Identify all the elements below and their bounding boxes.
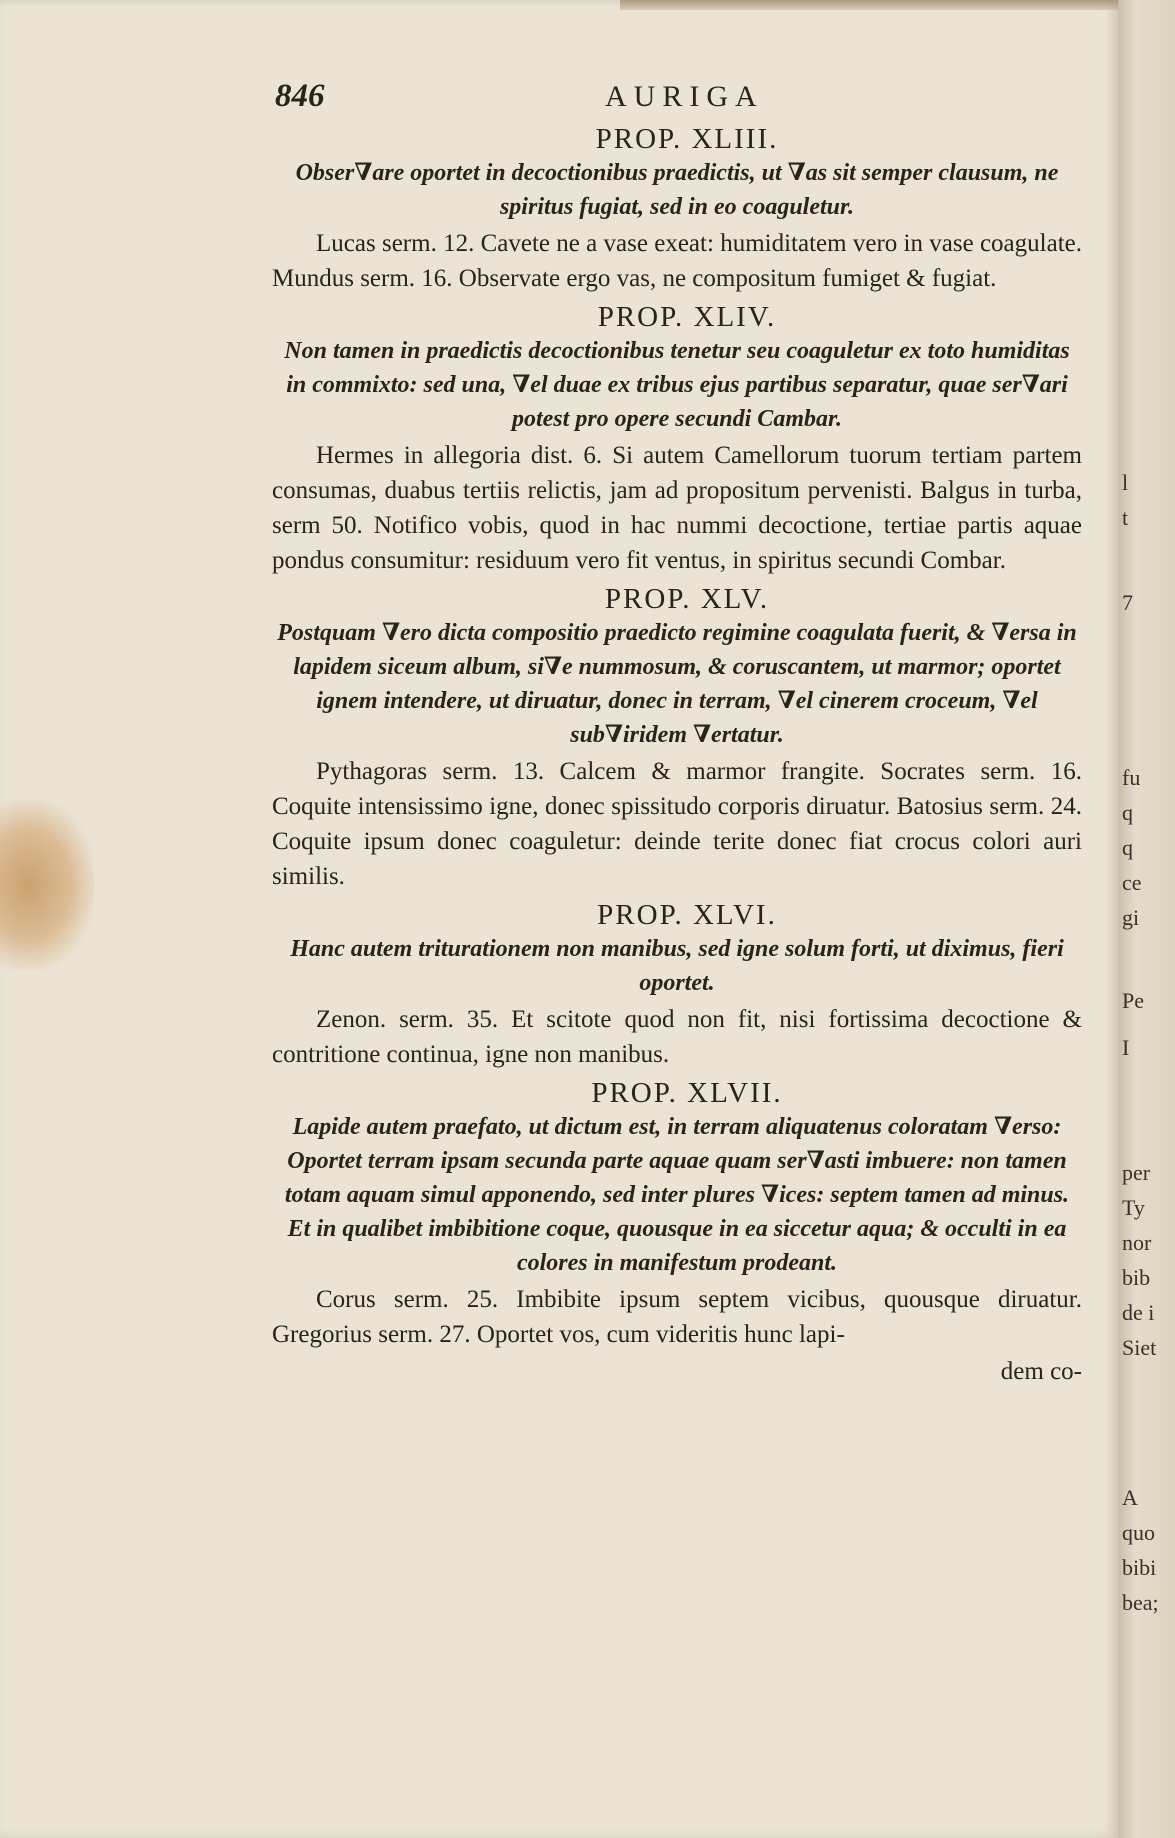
commentary-text: Zenon. serm. 35. Et scitote quod non fit, nisi fortissima decoctione & contritione continua, igne non manibus. xyxy=(272,1006,1082,1068)
page-top-edge xyxy=(620,0,1140,10)
facing-page-fragment: ce xyxy=(1122,870,1142,895)
facing-page-fragment: 7 xyxy=(1122,590,1133,615)
prop-heading: PROP. XLIII. xyxy=(595,123,779,155)
facing-page-fragment: Siet xyxy=(1122,1335,1157,1360)
section-prop-46 xyxy=(272,898,1082,1072)
running-head: AURIGA xyxy=(605,80,764,113)
prop-heading: PROP. XLV. xyxy=(604,583,770,615)
facing-page-fragment: quo xyxy=(1122,1520,1155,1545)
text-block xyxy=(272,122,1082,1388)
facing-page-fragment: gi xyxy=(1122,905,1140,930)
facing-page-fragment: Pe xyxy=(1122,988,1144,1013)
proposition-text: Hanc autem triturationem non manibus, sed igne solum forti, ut diximus, fieri oportet. xyxy=(290,936,1064,996)
facing-page-fragment: q xyxy=(1122,835,1133,860)
facing-page-fragment: l xyxy=(1122,470,1129,495)
facing-page-fragment: A xyxy=(1122,1485,1138,1510)
facing-page-fragment: bib xyxy=(1122,1265,1151,1290)
facing-page-fragment: per xyxy=(1122,1160,1151,1185)
facing-page-fragment: bibi xyxy=(1122,1555,1157,1580)
section-prop-47 xyxy=(272,1076,1082,1352)
facing-page-fragment: bea; xyxy=(1122,1590,1159,1615)
facing-page-fragment: I xyxy=(1122,1035,1130,1060)
proposition-text: Non tamen in praedictis decoctionibus tenetur seu coaguletur ex toto humiditas in commixto: sed una, ∇el duae ex tribus ejus partibus separatur, quae ser∇ari potest pro opere secundi Cambar. xyxy=(284,338,1070,432)
facing-page-fragment: de i xyxy=(1122,1300,1155,1325)
page-header xyxy=(270,70,1070,120)
facing-page-fragment: q xyxy=(1122,800,1133,825)
facing-page-fragment: fu xyxy=(1122,765,1141,790)
commentary-text: Lucas serm. 12. Cavete ne a vase exeat: humiditatem vero in vase coagulate. Mundus serm. 16. Observate ergo vas, ne compositum fumiget & fugiat. xyxy=(272,230,1082,292)
commentary-text: Corus serm. 25. Imbibite ipsum septem vicibus, quousque diruatur. Gregorius serm. 27. Oportet vos, cum videritis hunc lapi- xyxy=(272,1286,1082,1348)
paper-stain xyxy=(0,800,95,970)
section-prop-45 xyxy=(272,582,1082,894)
facing-page-fragment: t xyxy=(1122,505,1129,530)
proposition-text: Postquam ∇ero dicta compositio praedicto regimine coagulata fuerit, & ∇ersa in lapidem siceum album, si∇e nummosum, & coruscantem, ut marmor; oportet ignem intendere, ut diruatur, donec in terram, ∇el cinerem croceum, ∇el sub∇iridem ∇ertatur. xyxy=(277,620,1077,748)
proposition-text: Obser∇are oportet in decoctionibus praedictis, ut ∇as sit semper clausum, ne spiritus fugiat, sed in eo coaguletur. xyxy=(295,160,1059,220)
prop-heading: PROP. XLVII. xyxy=(591,1077,783,1109)
proposition-text: Lapide autem praefato, ut dictum est, in terram aliquatenus coloratam ∇erso: Oportet terram ipsam secunda parte aquae quam ser∇asti imbuere: non tamen totam aquam simul apponendo, sed inter plures ∇ices: septem tamen ad minus. Et in qualibet imbibitione coque, quousque in ea siccetur aqua; & occulti in ea colores in manifestum prodeant. xyxy=(284,1114,1070,1276)
prop-heading: PROP. XLVI. xyxy=(597,899,777,931)
commentary-text: Pythagoras serm. 13. Calcem & marmor frangite. Socrates serm. 16. Coquite intensissimo igne, donec spissitudo corporis diruatur. Batosius serm. 24. Coquite ipsum donec coaguletur: deinde terite donec fiat crocus colori auri similis. xyxy=(272,758,1082,890)
prop-heading: PROP. XLIV. xyxy=(597,301,777,333)
facing-page-fragment: nor xyxy=(1122,1230,1152,1255)
section-prop-44 xyxy=(272,300,1082,578)
catchword: dem co- xyxy=(1000,1358,1082,1385)
section-prop-43 xyxy=(272,122,1082,296)
commentary-text: Hermes in allegoria dist. 6. Si autem Camellorum tuorum tertiam partem consumas, duabus tertiis relictis, jam ad propositum pervenisti. Balgus in turba, serm 50. Notifico vobis, quod in hac nummi decoctione, tertiae partis aquae pondus consumitur: residuum vero fit ventus, in spiritus secundi Combar. xyxy=(272,442,1082,574)
facing-page-edge xyxy=(1118,0,1175,1838)
facing-page-fragment: Ty xyxy=(1122,1195,1145,1220)
page-number: 846 xyxy=(275,78,325,114)
